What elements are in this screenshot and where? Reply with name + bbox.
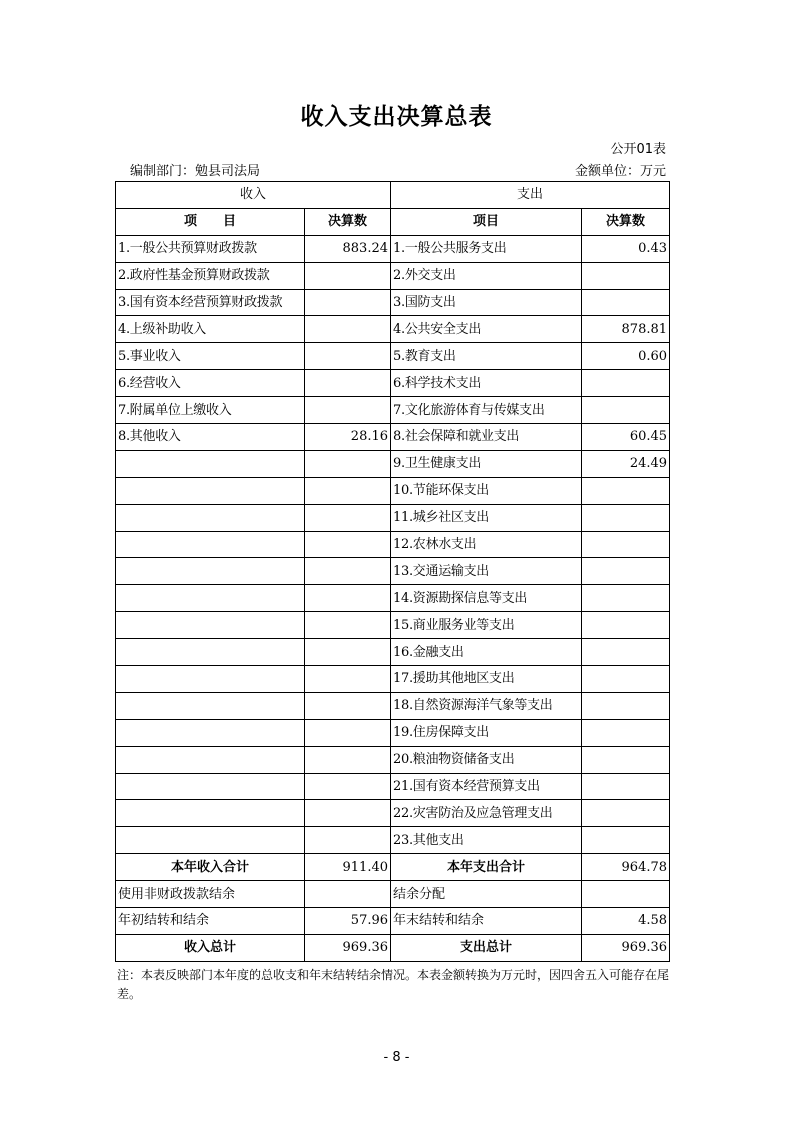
income-amount-cell	[305, 504, 391, 531]
income-amount-cell	[305, 316, 391, 343]
income-amount-cell	[305, 289, 391, 316]
income-amount-cell	[305, 666, 391, 693]
totals-body	[116, 854, 670, 962]
table-row	[116, 612, 670, 639]
income-grand-total-amount: 969.36	[305, 934, 391, 961]
table-row	[116, 289, 670, 316]
income-amount-cell	[305, 719, 391, 746]
expense-amount-cell	[582, 612, 670, 639]
income-item-cell	[116, 746, 305, 773]
expense-amount-header: 决算数	[582, 208, 670, 235]
income-item-cell	[116, 773, 305, 800]
carryover-row	[116, 908, 670, 935]
expense-amount-cell: 24.49	[582, 450, 670, 477]
department-label: 编制部门：勉县司法局	[130, 164, 261, 179]
income-amount-cell	[305, 531, 391, 558]
nonfiscal-row	[116, 881, 670, 908]
table-row	[116, 531, 670, 558]
expense-item-cell: 5.教育支出	[391, 343, 582, 370]
page-title: 收入支出决算总表	[300, 104, 493, 130]
income-amount-cell	[305, 558, 391, 585]
expense-amount-cell	[582, 585, 670, 612]
expense-item-cell: 22.灾害防治及应急管理支出	[391, 800, 582, 827]
income-item-cell	[116, 585, 305, 612]
income-item-cell	[116, 666, 305, 693]
income-item-cell: 2.政府性基金预算财政拨款	[116, 262, 305, 289]
expense-amount-cell	[582, 692, 670, 719]
table-row	[116, 585, 670, 612]
income-item-cell	[116, 719, 305, 746]
expense-item-cell: 3.国防支出	[391, 289, 582, 316]
expense-item-cell: 18.自然资源海洋气象等支出	[391, 692, 582, 719]
year-income-total-label: 本年收入合计	[116, 854, 305, 881]
expense-item-cell: 12.农林水支出	[391, 531, 582, 558]
year-expense-total-amount: 964.78	[582, 854, 670, 881]
income-item-cell: 6.经营收入	[116, 370, 305, 397]
expense-item-cell: 14.资源勘探信息等支出	[391, 585, 582, 612]
table-row	[116, 504, 670, 531]
expense-item-cell: 17.援助其他地区支出	[391, 666, 582, 693]
income-amount-cell	[305, 612, 391, 639]
income-amount-cell: 28.16	[305, 424, 391, 451]
expense-amount-cell	[582, 719, 670, 746]
expense-item-cell: 1.一般公共服务支出	[391, 235, 582, 262]
table-row	[116, 558, 670, 585]
income-amount-cell	[305, 343, 391, 370]
expense-amount-cell	[582, 397, 670, 424]
income-amount-cell	[305, 397, 391, 424]
expense-item-cell: 8.社会保障和就业支出	[391, 424, 582, 451]
expense-amount-cell	[582, 504, 670, 531]
table-row	[116, 639, 670, 666]
table-row	[116, 235, 670, 262]
expense-item-cell: 7.文化旅游体育与传媒支出	[391, 397, 582, 424]
expense-item-cell: 15.商业服务业等支出	[391, 612, 582, 639]
expense-item-cell: 21.国有资本经营预算支出	[391, 773, 582, 800]
table-row	[116, 477, 670, 504]
opening-carryover-amount: 57.96	[305, 908, 391, 935]
income-amount-header: 决算数	[305, 208, 391, 235]
table-row	[116, 262, 670, 289]
closing-carryover-label: 年末结转和结余	[391, 908, 582, 935]
closing-carryover-amount: 4.58	[582, 908, 670, 935]
table-row	[116, 827, 670, 854]
table-row	[116, 719, 670, 746]
expense-item-cell: 23.其他支出	[391, 827, 582, 854]
expense-amount-cell: 60.45	[582, 424, 670, 451]
expense-item-cell: 2.外交支出	[391, 262, 582, 289]
income-amount-cell: 883.24	[305, 235, 391, 262]
table-row	[116, 424, 670, 451]
surplus-distribution-label: 结余分配	[391, 881, 582, 908]
expense-amount-cell	[582, 666, 670, 693]
expense-amount-cell: 0.43	[582, 235, 670, 262]
income-amount-cell	[305, 800, 391, 827]
expense-amount-cell	[582, 639, 670, 666]
expense-amount-cell: 0.60	[582, 343, 670, 370]
amount-unit-label: 金额单位：万元	[574, 164, 666, 179]
income-item-cell: 8.其他收入	[116, 424, 305, 451]
income-amount-cell	[305, 370, 391, 397]
expense-item-cell: 19.住房保障支出	[391, 719, 582, 746]
income-header: 收入	[116, 182, 391, 209]
nonfiscal-income-label: 使用非财政拨款结余	[116, 881, 305, 908]
income-item-cell	[116, 558, 305, 585]
income-amount-cell	[305, 639, 391, 666]
expense-item-cell: 6.科学技术支出	[391, 370, 582, 397]
year-total-row	[116, 854, 670, 881]
expense-amount-cell	[582, 289, 670, 316]
table-row	[116, 692, 670, 719]
income-item-header: 项 目	[116, 208, 305, 235]
expense-item-cell: 11.城乡社区支出	[391, 504, 582, 531]
nonfiscal-income-amount	[305, 881, 391, 908]
table-row	[116, 746, 670, 773]
opening-carryover-label: 年初结转和结余	[116, 908, 305, 935]
income-item-cell	[116, 450, 305, 477]
income-amount-cell	[305, 450, 391, 477]
income-item-cell	[116, 827, 305, 854]
table-row	[116, 316, 670, 343]
income-amount-cell	[305, 585, 391, 612]
expense-item-cell: 20.粮油物资储备支出	[391, 746, 582, 773]
expense-amount-cell	[582, 827, 670, 854]
income-amount-cell	[305, 692, 391, 719]
expense-item-cell: 4.公共安全支出	[391, 316, 582, 343]
year-income-total-amount: 911.40	[305, 854, 391, 881]
income-item-cell	[116, 800, 305, 827]
expense-item-cell: 10.节能环保支出	[391, 477, 582, 504]
expense-item-cell: 9.卫生健康支出	[391, 450, 582, 477]
expense-amount-cell: 878.81	[582, 316, 670, 343]
table-body	[116, 182, 670, 854]
income-item-cell: 4.上级补助收入	[116, 316, 305, 343]
expense-amount-cell	[582, 262, 670, 289]
expense-amount-cell	[582, 531, 670, 558]
income-amount-cell	[305, 262, 391, 289]
table-row	[116, 773, 670, 800]
year-expense-total-label: 本年支出合计	[391, 854, 582, 881]
expense-amount-cell	[582, 477, 670, 504]
income-grand-total-label: 收入总计	[116, 934, 305, 961]
income-item-cell	[116, 477, 305, 504]
surplus-distribution-amount	[582, 881, 670, 908]
income-item-cell: 7.附属单位上缴收入	[116, 397, 305, 424]
income-item-cell	[116, 531, 305, 558]
expense-item-header: 项目	[391, 208, 582, 235]
section-header-row	[116, 182, 670, 209]
expense-amount-cell	[582, 773, 670, 800]
table-row	[116, 666, 670, 693]
expense-item-cell: 13.交通运输支出	[391, 558, 582, 585]
summary-table	[115, 181, 670, 962]
income-amount-cell	[305, 746, 391, 773]
page-number: - 8 -	[383, 1050, 410, 1065]
table-row	[116, 343, 670, 370]
table-row	[116, 450, 670, 477]
income-amount-cell	[305, 477, 391, 504]
expense-amount-cell	[582, 746, 670, 773]
table-row	[116, 370, 670, 397]
table-row	[116, 397, 670, 424]
income-amount-cell	[305, 773, 391, 800]
column-header-row	[116, 208, 670, 235]
expense-grand-total-label: 支出总计	[391, 934, 582, 961]
expense-grand-total-amount: 969.36	[582, 934, 670, 961]
income-amount-cell	[305, 827, 391, 854]
income-item-cell	[116, 612, 305, 639]
income-item-cell	[116, 692, 305, 719]
expense-header: 支出	[391, 182, 670, 209]
income-item-cell	[116, 504, 305, 531]
footnote: 注：本表反映部门本年度的总收支和年末结转结余情况。本表金额转换为万元时，因四舍五入可能存在尾差。	[117, 968, 670, 1001]
expense-item-cell: 16.金融支出	[391, 639, 582, 666]
expense-amount-cell	[582, 558, 670, 585]
income-item-cell: 3.国有资本经营预算财政拨款	[116, 289, 305, 316]
income-item-cell	[116, 639, 305, 666]
expense-amount-cell	[582, 370, 670, 397]
form-number: 公开01表	[610, 142, 666, 157]
income-item-cell: 5.事业收入	[116, 343, 305, 370]
income-item-cell: 1.一般公共预算财政拨款	[116, 235, 305, 262]
table-row	[116, 800, 670, 827]
expense-amount-cell	[582, 800, 670, 827]
grand-total-row	[116, 934, 670, 961]
